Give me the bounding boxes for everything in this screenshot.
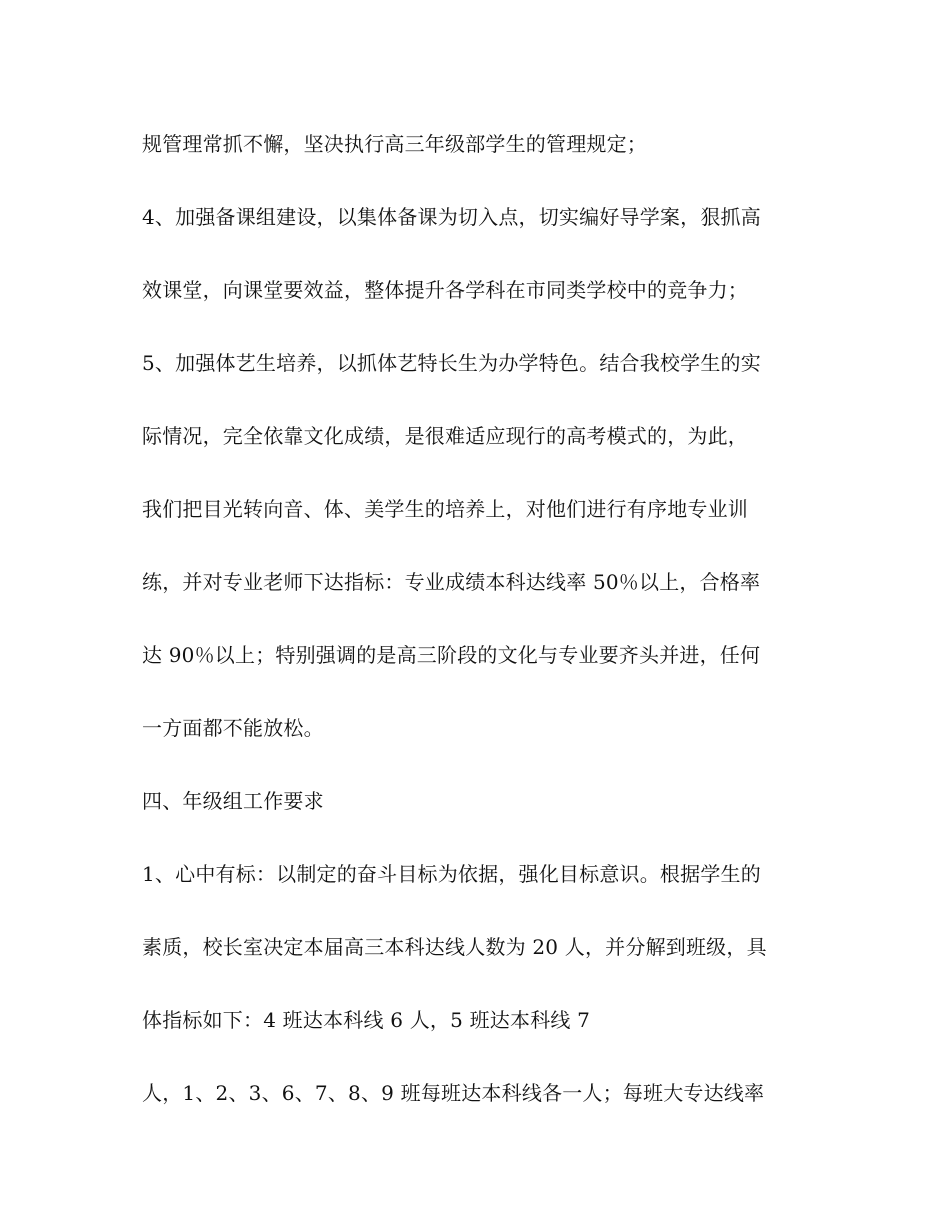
paragraph-line: 一方面都不能放松。 xyxy=(142,716,324,740)
section-heading: 四、年级组工作要求 xyxy=(142,789,324,813)
paragraph-line: 1、心中有标：以制定的奋斗目标为依据，强化目标意识。根据学生的 xyxy=(142,862,761,886)
paragraph-line: 素质，校长室决定本届高三本科达线人数为 20 人，并分解到班级，具 xyxy=(142,935,767,959)
paragraph-line: 练，并对专业老师下达指标：专业成绩本科达线率 50％以上，合格率 xyxy=(142,570,761,594)
paragraph-line: 体指标如下：4 班达本科线 6 人，5 班达本科线 7 xyxy=(142,1008,591,1032)
paragraph-line: 规管理常抓不懈，坚决执行高三年级部学生的管理规定； xyxy=(142,132,647,156)
paragraph-line: 达 90％以上；特别强调的是高三阶段的文化与专业要齐头并进，任何 xyxy=(142,643,761,667)
paragraph-line: 人，1、2、3、6、7、8、9 班每班达本科线各一人；每班大专达线率 xyxy=(142,1081,765,1105)
paragraph-line: 5、加强体艺生培养，以抓体艺特长生为办学特色。结合我校学生的实 xyxy=(142,351,761,375)
paragraph-line: 我们把目光转向音、体、美学生的培养上，对他们进行有序地专业训 xyxy=(142,497,748,521)
paragraph-line: 际情况，完全依靠文化成绩，是很难适应现行的高考模式的，为此， xyxy=(142,424,748,448)
paragraph-line: 4、加强备课组建设，以集体备课为切入点，切实编好导学案，狠抓高 xyxy=(142,205,761,229)
paragraph-line: 效课堂，向课堂要效益，整体提升各学科在市同类学校中的竞争力； xyxy=(142,278,748,302)
